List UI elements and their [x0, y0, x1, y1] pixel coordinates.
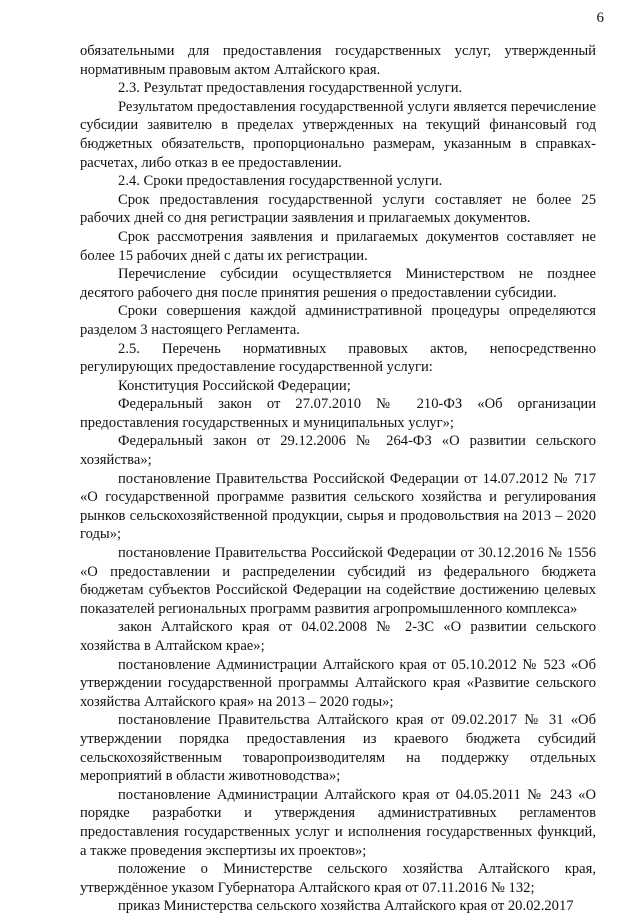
legal-act-item: Федеральный закон от 29.12.2006 № 264-ФЗ «О развитии сельского хозяйства»; [80, 433, 596, 469]
section-heading-2-5: 2.5. Перечень нормативных правовых актов, непосредственно регулирующих предоставление государственной услуги: [80, 340, 596, 376]
legal-act-item: приказ Министерства сельского хозяйства Алтайского края от 20.02.2017 [118, 898, 574, 915]
paragraph: Перечисление субсидии осуществляется Министерством не позднее десятого рабочего дня после принятия решения о предоставлении субсидии. [80, 266, 596, 301]
document-body [80, 42, 596, 916]
paragraph: Срок предоставления государственной услуги составляет не более 25 рабочих дней со дня регистрации заявления и прилагаемых документов. [80, 191, 596, 227]
legal-act-item: закон Алтайского края от 04.02.2008 № 2-ЗС «О развитии сельского хозяйства в Алтайском крае»; [80, 619, 596, 654]
section-heading-2-4: 2.4. Сроки предоставления государственной услуги. [118, 173, 443, 190]
legal-act-item: Федеральный закон от 27.07.2010 № 210-ФЗ «Об организации предоставления государственных и муниципальных услуг»; [80, 396, 596, 431]
page-number: 6 [596, 10, 604, 26]
paragraph: Срок рассмотрения заявления и прилагаемых документов составляет не более 15 рабочих дней с даты их регистрации. [80, 228, 596, 264]
legal-act-item: постановление Правительства Российской Федерации от 14.07.2012 № 717 «О государственной программе развития сельского хозяйства и регулирования рынков сельскохозяйственной продукции, сырья и продовольствия на 2013 – 2020 годы»; [80, 470, 596, 543]
legal-act-item: постановление Администрации Алтайского края от 05.10.2012 № 523 «Об утверждении государственной программы Алтайского края «Развитие сельского хозяйства Алтайского края» на 2013 – 2020 годы»; [80, 656, 596, 710]
legal-act-item: постановление Правительства Российской Федерации от 30.12.2016 № 1556 «О предоставлении и распределении субсидий из федерального бюджета бюджетам субъектов Российской Федерации на содействие достижению целевых показателей региональных программ развития агропромышленного комплекса» [80, 545, 596, 617]
legal-act-item: Конституция Российской Федерации; [118, 377, 351, 394]
paragraph: Результатом предоставления государственной услуги является перечисление субсидии заявителю в пределах утвержденных на текущий финансовый год бюджетных обязательств, пропорционально размерам, указанным в справках-расчетах, либо отказ в ее предоставлении. [80, 98, 596, 171]
legal-act-item: постановление Правительства Алтайского края от 09.02.2017 № 31 «Об утверждении порядка предоставления из краевого бюджета субсидий сельскохозяйственным товаропроизводителям на поддержку отдельных мероприятий в области животноводства»; [80, 712, 596, 785]
legal-act-item: постановление Администрации Алтайского края от 04.05.2011 № 243 «О порядке разработки и утверждения административных регламентов предоставления государственных услуг и исполнения государственных функций, а также проведения экспертизы их проектов»; [80, 786, 596, 859]
paragraph: Сроки совершения каждой административной процедуры определяются разделом 3 настоящего Регламента. [80, 303, 596, 338]
paragraph: обязательными для предоставления государственных услуг, утвержденный нормативным правовым актом Алтайского края. [80, 43, 596, 78]
section-heading-2-3: 2.3. Результат предоставления государственной услуги. [118, 80, 463, 97]
legal-act-item: положение о Министерстве сельского хозяйства Алтайского края, утверждённое указом Губернатора Алтайского края от 07.11.2016 № 132; [80, 861, 596, 896]
